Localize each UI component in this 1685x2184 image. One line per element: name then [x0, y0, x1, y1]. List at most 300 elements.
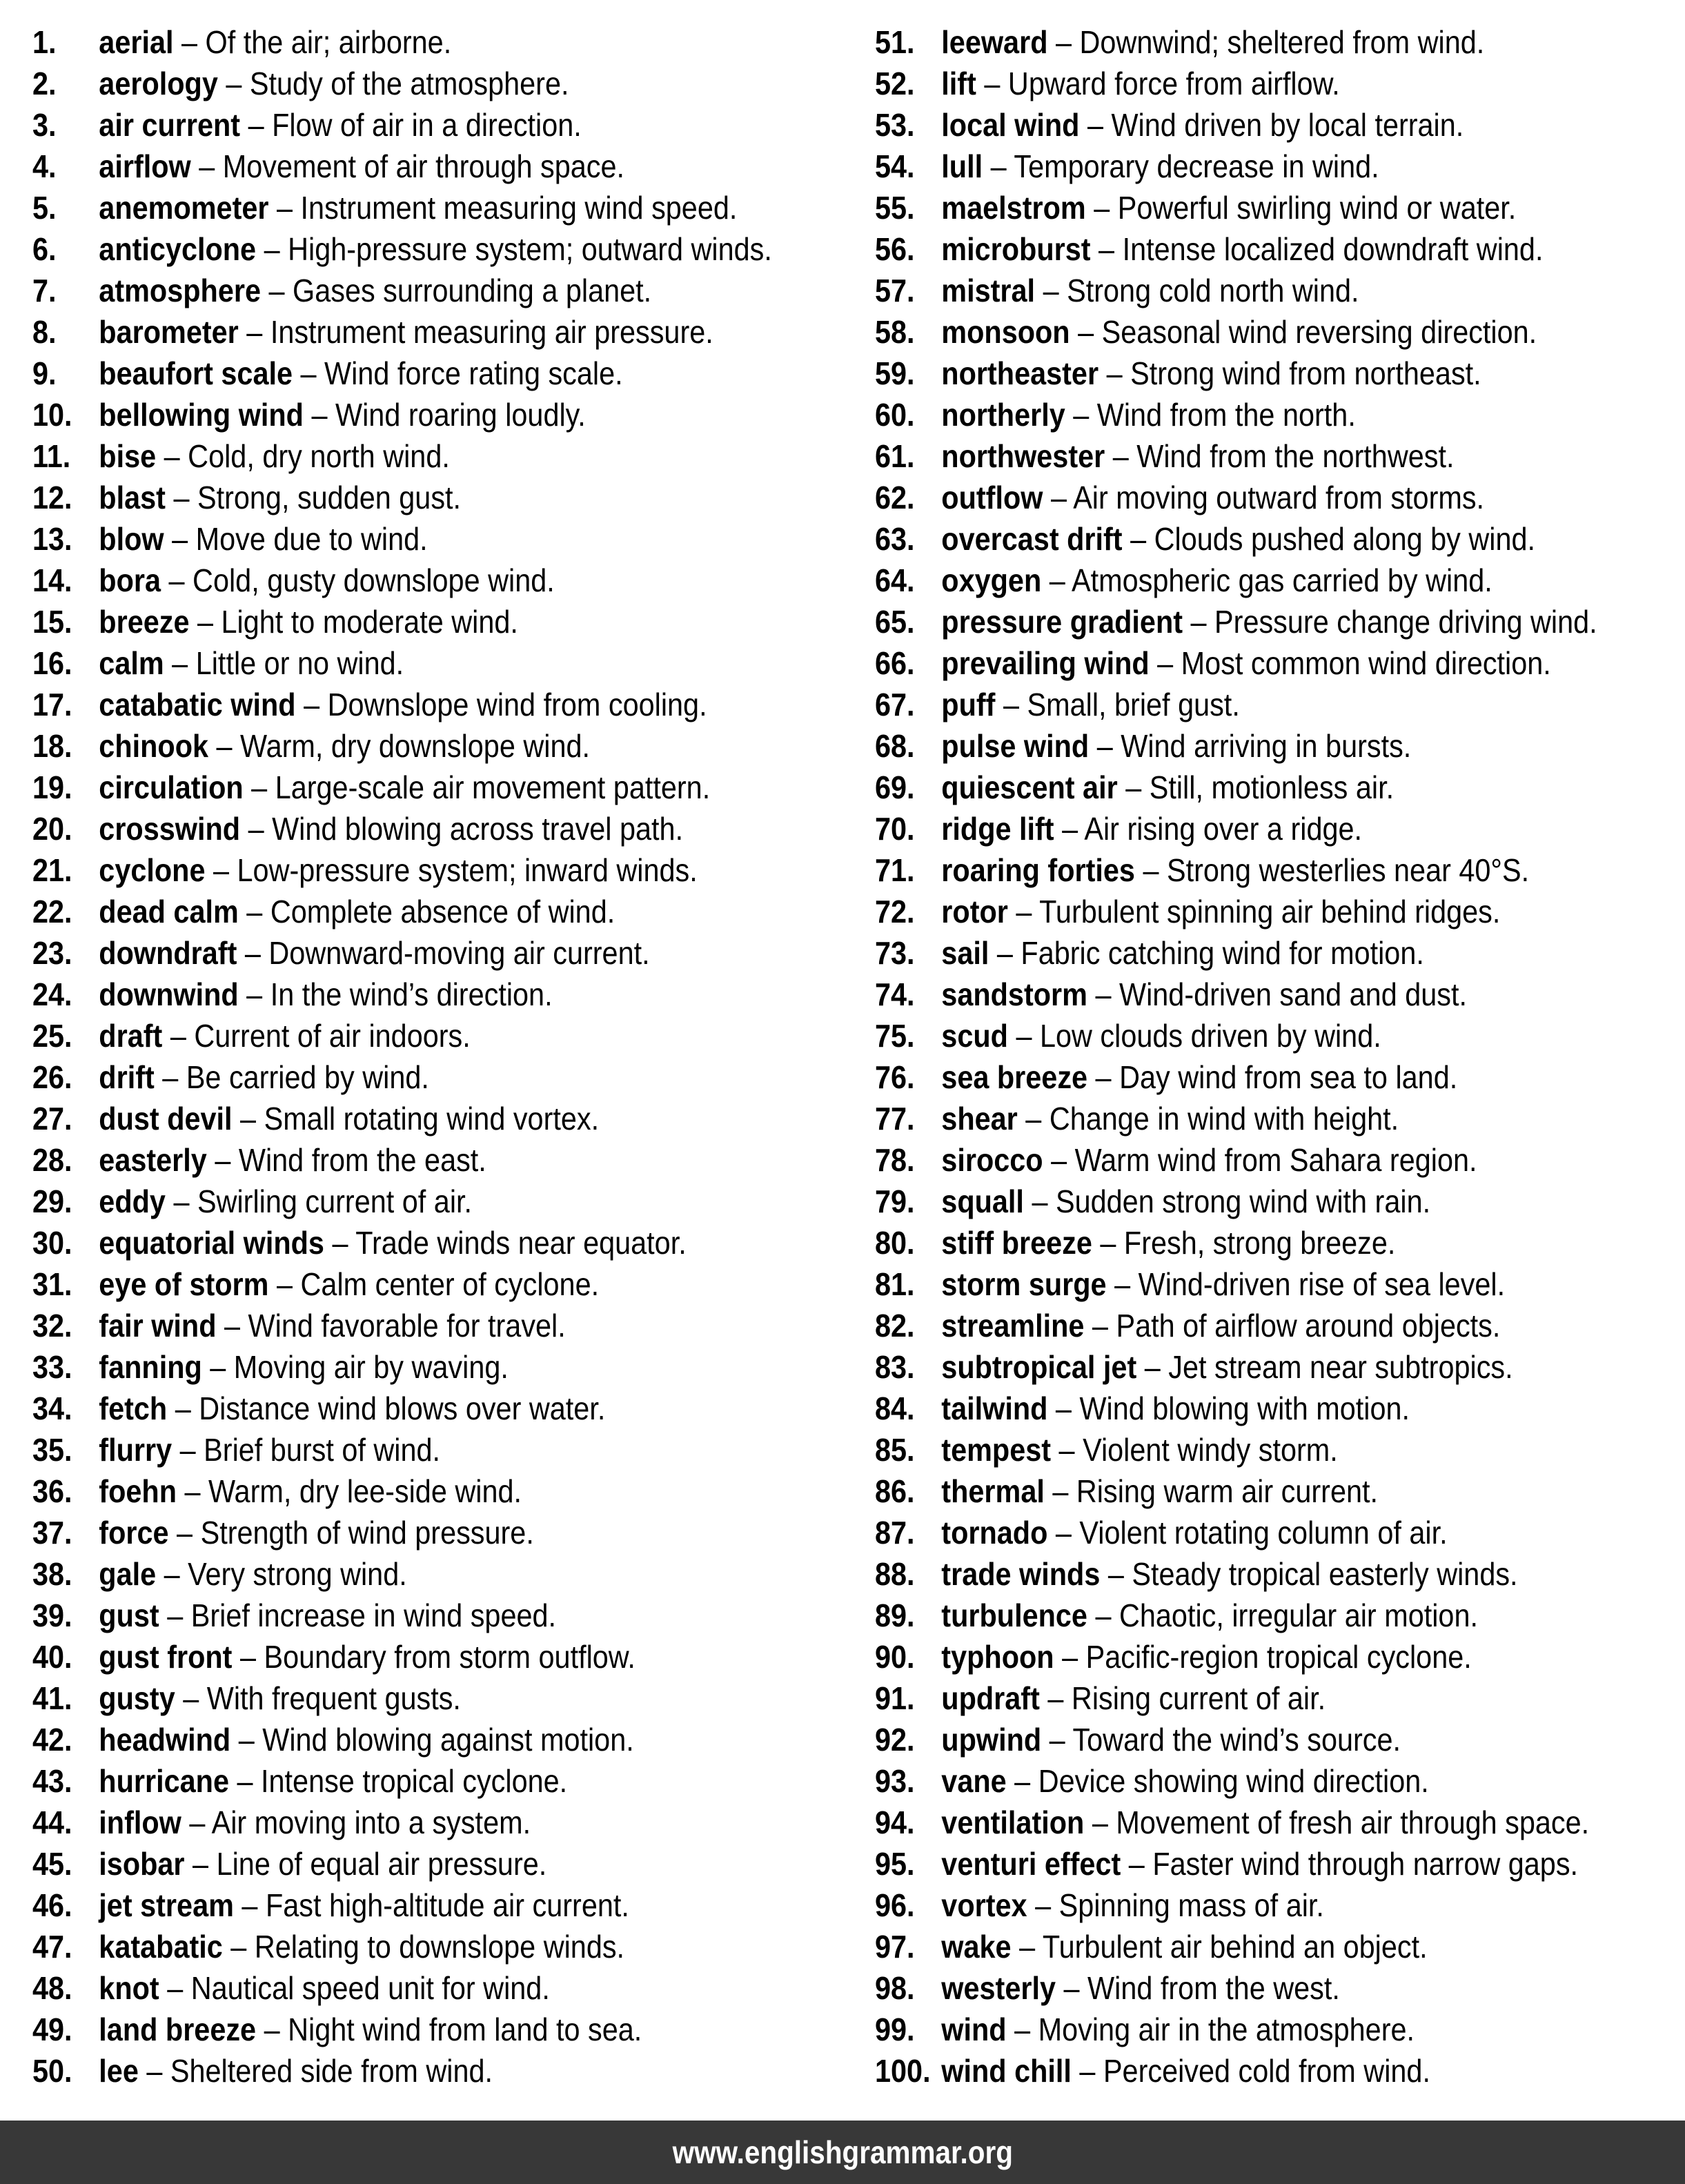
item-definition: Wind blowing with motion. [1079, 1390, 1410, 1426]
item-term: downdraft [99, 935, 237, 971]
item-term: scud [941, 1018, 1008, 1054]
item-separator: – [243, 769, 275, 805]
list-item [32, 684, 762, 725]
item-separator: – [268, 1266, 301, 1302]
item-term: gusty [99, 1680, 175, 1716]
item-separator: – [238, 976, 270, 1012]
item-definition: Wind blowing across travel path. [272, 811, 684, 847]
item-term: blast [99, 480, 166, 515]
item-separator: – [1054, 811, 1085, 847]
item-number: 26. [32, 1059, 72, 1095]
item-definition: Turbulent spinning air behind ridges. [1039, 894, 1501, 929]
list-item [875, 1636, 1604, 1678]
item-definition: Spinning mass of air. [1058, 1887, 1324, 1923]
item-term: sail [941, 935, 989, 971]
item-number: 72. [875, 894, 915, 929]
item-separator: – [1047, 1515, 1080, 1551]
list-item [32, 394, 762, 435]
item-number: 46. [32, 1887, 72, 1923]
item-definition: Atmospheric gas carried by wind. [1071, 562, 1492, 598]
item-term: knot [99, 1970, 159, 2006]
item-number: 44. [32, 1804, 72, 1840]
list-item [875, 311, 1604, 353]
item-number: 69. [875, 769, 915, 805]
item-definition: Brief burst of wind. [204, 1432, 441, 1468]
item-separator: – [293, 355, 325, 391]
item-term: flurry [99, 1432, 173, 1468]
item-number: 43. [32, 1763, 72, 1799]
item-definition: Seasonal wind reversing direction. [1101, 314, 1537, 350]
item-number: 12. [32, 480, 72, 515]
item-number: 6. [32, 231, 57, 267]
item-definition: Air rising over a ridge. [1084, 811, 1363, 847]
item-number: 47. [32, 1929, 72, 1965]
item-term: northerly [941, 397, 1065, 433]
item-term: fair wind [99, 1308, 217, 1344]
item-definition: Change in wind with height. [1049, 1101, 1399, 1137]
item-term: prevailing wind [941, 645, 1150, 681]
item-separator: – [1007, 1018, 1040, 1054]
item-separator: – [240, 107, 273, 143]
item-term: bise [99, 438, 157, 474]
item-separator: – [295, 687, 328, 722]
item-term: inflow [99, 1804, 181, 1840]
item-separator: – [181, 1804, 212, 1840]
item-number: 81. [875, 1266, 915, 1302]
item-separator: – [154, 1059, 186, 1095]
item-number: 39. [32, 1597, 72, 1633]
list-item [875, 1346, 1604, 1388]
item-term: breeze [99, 604, 190, 640]
item-definition: Clouds pushed along by wind. [1154, 521, 1536, 557]
item-number: 36. [32, 1473, 72, 1509]
item-term: force [99, 1515, 169, 1551]
item-term: air current [99, 107, 241, 143]
item-term: crosswind [99, 811, 241, 847]
item-number: 7. [32, 273, 57, 308]
item-term: lull [941, 148, 983, 184]
item-definition: Pacific-region tropical cyclone. [1085, 1639, 1472, 1675]
item-definition: Flow of air in a direction. [272, 107, 582, 143]
list-item [875, 642, 1604, 684]
item-separator: – [256, 231, 288, 267]
item-definition: Intense localized downdraft wind. [1122, 231, 1544, 267]
item-number: 32. [32, 1308, 72, 1344]
item-number: 27. [32, 1101, 72, 1137]
item-separator: – [260, 273, 293, 308]
list-item [875, 601, 1604, 642]
item-separator: – [176, 1473, 209, 1509]
item-definition: Perceived cold from wind. [1103, 2053, 1430, 2089]
item-number: 68. [875, 728, 915, 764]
item-term: roaring forties [941, 852, 1135, 888]
item-term: wind [941, 2011, 1007, 2047]
list-item [32, 270, 762, 311]
list-item [32, 1512, 762, 1553]
item-definition: Faster wind through narrow gaps. [1152, 1846, 1579, 1882]
item-separator: – [238, 894, 270, 929]
list-item [875, 1263, 1604, 1305]
list-item [32, 1181, 762, 1222]
item-separator: – [1035, 273, 1067, 308]
list-item [875, 1098, 1604, 1139]
item-definition: Steady tropical easterly winds. [1132, 1556, 1518, 1592]
item-number: 22. [32, 894, 72, 929]
list-item [875, 1305, 1604, 1346]
item-term: draft [99, 1018, 163, 1054]
item-term: eddy [99, 1183, 166, 1219]
item-term: bellowing wind [99, 397, 304, 433]
item-separator: – [238, 314, 270, 350]
item-term: maelstrom [941, 190, 1086, 226]
list-item [32, 477, 762, 518]
list-item [32, 725, 762, 767]
list-item [875, 63, 1604, 104]
item-number: 87. [875, 1515, 915, 1551]
list-item [32, 2009, 762, 2050]
item-definition: Instrument measuring air pressure. [270, 314, 713, 350]
item-definition: Movement of fresh air through space. [1116, 1804, 1590, 1840]
item-term: venturi effect [941, 1846, 1121, 1882]
item-number: 71. [875, 852, 915, 888]
item-term: downwind [99, 976, 239, 1012]
item-term: ventilation [941, 1804, 1085, 1840]
item-definition: Distance wind blows over water. [199, 1390, 606, 1426]
item-definition: Air moving outward from storms. [1073, 480, 1485, 515]
item-definition: Small, brief gust. [1027, 687, 1240, 722]
item-number: 50. [32, 2053, 72, 2089]
item-definition: Fast high-altitude air current. [265, 1887, 629, 1923]
item-definition: High-pressure system; outward winds. [288, 231, 772, 267]
item-definition: Low-pressure system; inward winds. [237, 852, 698, 888]
item-term: streamline [941, 1308, 1085, 1344]
item-definition: Relating to downslope winds. [254, 1929, 625, 1965]
item-separator: – [184, 1846, 217, 1882]
list-item [32, 767, 762, 808]
item-term: anticyclone [99, 231, 257, 267]
item-number: 48. [32, 1970, 72, 2006]
item-definition: Study of the atmosphere. [249, 66, 569, 101]
item-separator: – [1121, 1846, 1153, 1882]
item-term: monsoon [941, 314, 1070, 350]
list-item [875, 1967, 1604, 2009]
list-item [875, 353, 1604, 394]
item-definition: Wind driven by local terrain. [1111, 107, 1464, 143]
item-definition: In the wind’s direction. [270, 976, 553, 1012]
item-number: 2. [32, 66, 57, 101]
item-number: 35. [32, 1432, 72, 1468]
item-number: 82. [875, 1308, 915, 1344]
list-item [875, 477, 1604, 518]
item-definition: Violent rotating column of air. [1079, 1515, 1448, 1551]
item-number: 93. [875, 1763, 915, 1799]
list-item [32, 21, 762, 63]
item-separator: – [1054, 1639, 1086, 1675]
item-definition: Device showing wind direction. [1038, 1763, 1429, 1799]
item-separator: – [1071, 2053, 1103, 2089]
item-separator: – [206, 1142, 239, 1178]
item-term: jet stream [99, 1887, 234, 1923]
list-item [32, 601, 762, 642]
item-number: 1. [32, 24, 57, 60]
list-item [875, 228, 1604, 270]
item-term: leeward [941, 24, 1048, 60]
item-separator: – [1098, 355, 1131, 391]
item-definition: Most common wind direction. [1181, 645, 1551, 681]
item-separator: – [1105, 438, 1137, 474]
item-term: ridge lift [941, 811, 1054, 847]
item-term: oxygen [941, 562, 1042, 598]
item-term: isobar [99, 1846, 185, 1882]
item-number: 30. [32, 1225, 72, 1261]
list-item [875, 725, 1604, 767]
item-separator: – [1084, 1308, 1116, 1344]
item-term: gust [99, 1597, 159, 1633]
item-definition: Wind force rating scale. [324, 355, 623, 391]
list-item [875, 1885, 1604, 1926]
item-number: 77. [875, 1101, 915, 1137]
item-term: fetch [99, 1390, 168, 1426]
item-term: northeaster [941, 355, 1099, 391]
item-number: 25. [32, 1018, 72, 1054]
list-item [875, 974, 1604, 1015]
item-number: 13. [32, 521, 72, 557]
list-item [875, 1678, 1604, 1719]
item-number: 21. [32, 852, 72, 888]
list-item [32, 1470, 762, 1512]
list-item [875, 2050, 1604, 2092]
item-definition: Complete absence of wind. [270, 894, 615, 929]
item-number: 53. [875, 107, 915, 143]
item-number: 78. [875, 1142, 915, 1178]
item-term: bora [99, 562, 161, 598]
item-number: 15. [32, 604, 72, 640]
item-number: 66. [875, 645, 915, 681]
list-item [875, 2009, 1604, 2050]
item-separator: – [1136, 1349, 1169, 1385]
item-number: 80. [875, 1225, 915, 1261]
list-item [32, 1926, 762, 1967]
item-number: 52. [875, 66, 915, 101]
item-term: airflow [99, 148, 191, 184]
item-separator: – [1084, 1804, 1116, 1840]
item-definition: Wind favorable for travel. [248, 1308, 566, 1344]
item-separator: – [1183, 604, 1215, 640]
item-number: 5. [32, 190, 57, 226]
vocab-list [0, 21, 1685, 2092]
list-item [32, 311, 762, 353]
item-term: squall [941, 1183, 1024, 1219]
list-item [875, 21, 1604, 63]
item-term: equatorial winds [99, 1225, 324, 1261]
item-separator: – [159, 1597, 191, 1633]
list-item [32, 1429, 762, 1470]
item-term: stiff breeze [941, 1225, 1092, 1261]
item-number: 76. [875, 1059, 915, 1095]
list-item [32, 63, 762, 104]
item-term: atmosphere [99, 273, 261, 308]
list-item [32, 849, 762, 891]
list-item [32, 1222, 762, 1263]
item-separator: – [232, 1101, 264, 1137]
list-item [32, 642, 762, 684]
item-term: updraft [941, 1680, 1040, 1716]
item-definition: Violent windy storm. [1083, 1432, 1338, 1468]
item-term: vortex [941, 1887, 1027, 1923]
item-term: easterly [99, 1142, 207, 1178]
item-number: 59. [875, 355, 915, 391]
footer-url: www.englishgrammar.org [672, 2134, 1013, 2170]
list-item [875, 1595, 1604, 1636]
item-term: sirocco [941, 1142, 1043, 1178]
item-term: rotor [941, 894, 1008, 929]
item-definition: Small rotating wind vortex. [264, 1101, 600, 1137]
item-definition: Turbulent air behind an object. [1042, 1929, 1428, 1965]
item-definition: Path of airflow around objects. [1116, 1308, 1501, 1344]
item-separator: – [1041, 1722, 1073, 1758]
list-item [32, 808, 762, 849]
item-definition: Jet stream near subtropics. [1168, 1349, 1513, 1385]
item-term: sea breeze [941, 1059, 1088, 1095]
item-separator: – [216, 1308, 248, 1344]
item-definition: Chaotic, irregular air motion. [1119, 1597, 1478, 1633]
item-term: northwester [941, 438, 1105, 474]
item-number: 23. [32, 935, 72, 971]
item-definition: Pressure change driving wind. [1214, 604, 1597, 640]
item-definition: Downslope wind from cooling. [327, 687, 707, 722]
item-separator: – [1011, 1929, 1043, 1965]
item-term: hurricane [99, 1763, 229, 1799]
item-term: quiescent air [941, 769, 1118, 805]
list-item [875, 932, 1604, 974]
item-separator: – [1065, 397, 1097, 433]
list-item [32, 1015, 762, 1056]
item-term: pressure gradient [941, 604, 1183, 640]
item-definition: Moving air in the atmosphere. [1038, 2011, 1415, 2047]
item-separator: – [237, 935, 269, 971]
item-number: 55. [875, 190, 915, 226]
item-number: 89. [875, 1597, 915, 1633]
item-number: 45. [32, 1846, 72, 1882]
item-separator: – [164, 645, 196, 681]
item-separator: – [976, 66, 1008, 101]
list-item [32, 1553, 762, 1595]
item-separator: – [1006, 1763, 1038, 1799]
item-separator: – [1100, 1556, 1132, 1592]
item-term: aerology [99, 66, 218, 101]
item-separator: – [989, 935, 1021, 971]
item-separator: – [995, 687, 1027, 722]
list-item [875, 1222, 1604, 1263]
item-definition: Boundary from storm outflow. [264, 1639, 635, 1675]
item-number: 8. [32, 314, 57, 350]
item-definition: Wind from the north. [1096, 397, 1356, 433]
list-item [875, 1015, 1604, 1056]
item-separator: – [228, 1763, 262, 1799]
item-separator: – [1149, 645, 1181, 681]
list-item [32, 1760, 762, 1802]
item-term: outflow [941, 480, 1043, 515]
item-term: pulse wind [941, 728, 1090, 764]
item-definition: Still, motionless air. [1149, 769, 1395, 805]
item-separator: – [1044, 1473, 1076, 1509]
list-item [875, 1802, 1604, 1843]
item-number: 61. [875, 438, 915, 474]
item-number: 11. [32, 438, 71, 474]
item-definition: Wind from the west. [1087, 1970, 1340, 2006]
item-number: 100. [875, 2053, 931, 2089]
item-term: overcast drift [941, 521, 1123, 557]
item-number: 19. [32, 769, 72, 805]
item-definition: With frequent gusts. [206, 1680, 461, 1716]
item-definition: Moving air by waving. [233, 1349, 509, 1385]
item-term: gust front [99, 1639, 233, 1675]
item-separator: – [156, 1556, 188, 1592]
item-number: 98. [875, 1970, 915, 2006]
item-separator: – [1122, 521, 1154, 557]
item-separator: – [189, 604, 221, 640]
item-definition: Wind from the east. [238, 1142, 486, 1178]
item-term: shear [941, 1101, 1018, 1137]
item-definition: Day wind from sea to land. [1119, 1059, 1458, 1095]
item-number: 10. [32, 397, 72, 433]
item-term: microburst [941, 231, 1091, 267]
list-item [32, 146, 762, 187]
item-number: 63. [875, 521, 915, 557]
item-term: sandstorm [941, 976, 1087, 1012]
item-definition: Of the air; airborne. [205, 24, 452, 60]
item-number: 65. [875, 604, 915, 640]
item-number: 73. [875, 935, 915, 971]
item-number: 51. [875, 24, 915, 60]
item-separator: – [165, 480, 197, 515]
item-separator: – [1043, 1142, 1075, 1178]
item-definition: Intense tropical cyclone. [261, 1763, 568, 1799]
item-separator: – [217, 66, 250, 101]
footer-bar [0, 2121, 1685, 2184]
item-separator: – [1039, 1680, 1072, 1716]
item-separator: – [175, 1680, 207, 1716]
item-definition: Strong, sudden gust. [197, 480, 462, 515]
item-separator: – [167, 1390, 199, 1426]
item-number: 57. [875, 273, 915, 308]
item-separator: – [165, 1183, 197, 1219]
item-number: 97. [875, 1929, 915, 1965]
list-item [875, 1388, 1604, 1429]
item-number: 29. [32, 1183, 72, 1219]
item-number: 99. [875, 2011, 915, 2047]
item-term: lee [99, 2053, 139, 2089]
item-definition: Movement of air through space. [222, 148, 624, 184]
item-definition: Strong westerlies near 40°S. [1166, 852, 1530, 888]
item-term: cyclone [99, 852, 206, 888]
item-definition: Light to moderate wind. [221, 604, 518, 640]
item-term: beaufort scale [99, 355, 293, 391]
item-number: 60. [875, 397, 915, 433]
item-separator: – [1092, 1225, 1124, 1261]
item-separator: – [1090, 231, 1123, 267]
item-definition: Gases surrounding a planet. [293, 273, 652, 308]
item-separator: – [161, 562, 193, 598]
item-definition: Brief increase in wind speed. [190, 1597, 557, 1633]
item-number: 9. [32, 355, 57, 391]
item-term: wind chill [941, 2053, 1072, 2089]
list-item [875, 1926, 1604, 1967]
list-item [875, 1056, 1604, 1098]
item-definition: Nautical speed unit for wind. [190, 1970, 550, 2006]
list-item [875, 1470, 1604, 1512]
item-term: catabatic wind [99, 687, 296, 722]
